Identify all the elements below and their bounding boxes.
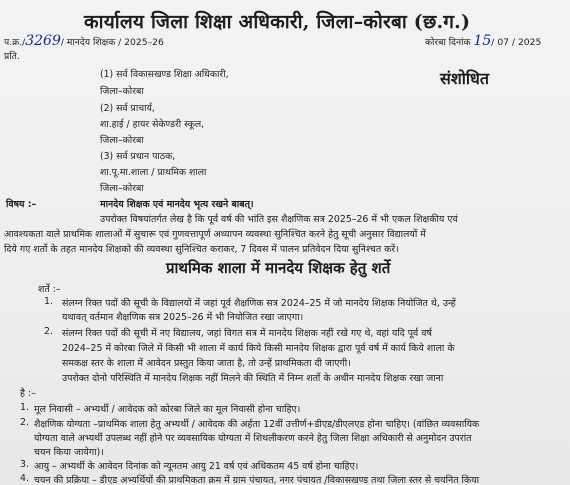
condition-line: संलग्न रिक्त पदों की सूची में नए विद्यालय, जहां विगत सत्र में मानदेय शिक्षक नहीं रखे गए थे, वहां यदि पूर्व वर्ष — [62, 328, 432, 339]
date-day-handwritten: 15 — [473, 33, 492, 49]
date-rest: / 07 / 2025 — [491, 37, 542, 48]
ref-number-handwritten: 3269 — [25, 33, 61, 49]
conditions-label: शर्ते :– — [38, 284, 61, 295]
condition-tail-continuation: है :– — [20, 388, 36, 399]
condition-line: यथावत् वर्तमान शैक्षणिक सत्र 2025–26 में भी नियोजित रखा जाएगा। — [62, 312, 304, 323]
addressee-line: (2) सर्व प्राचार्य, — [100, 103, 155, 114]
section-heading: प्राथमिक शाला में मानदेय शिक्षक हेतु शर्ते — [166, 259, 391, 277]
addressee-line: जिला–कोरबा — [100, 135, 144, 146]
revised-stamp: संशोधित — [440, 69, 489, 88]
office-title: कार्यालय जिला शिक्षा अधिकारी, जिला–कोरबा (छ.ग.) — [84, 11, 471, 33]
ref-suffix: / मानदेय शिक्षक / 2025–26 — [60, 37, 164, 48]
intro-line: उपरोक्त विषयांतर्गत लेख है कि पूर्व वर्ष की भांति इस शैक्षणिक सत्र 2025–26 में भी एकल शिक्षकीय एवं — [100, 214, 458, 225]
subject-text: मानदेय शिक्षक एवं मानदेय भृत्य रखने बाबत्। — [100, 199, 254, 210]
intro-line: दिये गए शर्तो के तहत मानदेय शिक्षको की व्यवस्था सुनिश्चित कराकर, 7 दिवस में पालन प्रतिवेदन दिया सुनिश्चत करें। — [4, 244, 399, 255]
reference-number-line — [4, 33, 164, 49]
rule-line: शैक्षणिक योग्यता –प्राथमिक शाला हेतु अभ्यर्थी / आवेदक की अर्हता 12वीं उत्तीर्ण+डीएड/डीएलएड होना चाहिए। (वांछित व्यवसायिक — [34, 419, 480, 430]
condition-tail: उपरोक्त दोनो परिस्थिति में मानदेय शिक्षक नहीं मिलने की स्थिति में निम्न शर्तो के अधीन मानदेय शिक्षक रखा जाना — [62, 373, 444, 384]
intro-line: आवश्यकता वाले प्राथमिक शालाओं में सुचारू एवं गुणवत्तापूर्ण अध्यापन व्यवस्था सुनिश्चित करने हेतु सूची अनुसार विद्यालयों में — [4, 229, 426, 240]
rule-line: आयु – अभ्यर्थी के आवेदन दिनांक को न्यूनतम आयु 21 वर्ष एवं अधिकतम 45 वर्ष होना चाहिए। — [34, 461, 359, 472]
condition-line: 2024–25 में कोरबा जिले में किसी भी शाला में कार्य किये किसी मानदेय शिक्षक द्वारा पूर्व वर्ष में कार्य किये शाला के — [62, 343, 455, 354]
ref-prefix: प.क्र./ — [4, 37, 26, 48]
rule-number: 3. — [20, 459, 29, 470]
addressee-line: (1) सर्व विकासखण्ड शिक्षा अधिकारी, — [100, 69, 229, 80]
rule-line: मूल निवासी – अभ्यर्थी / आवेदक को कोरबा जिले का मूल निवासी होना चाहिए। — [34, 404, 301, 415]
subject-label: विषय :– — [6, 199, 37, 210]
condition-number: 1. — [44, 296, 53, 307]
condition-number: 2. — [44, 326, 53, 337]
prati-label: प्रति. — [4, 51, 20, 62]
addressee-line: शा.पू.मा.शाला / प्राथमिक शाला — [100, 167, 207, 178]
addressee-line: जिला–कोरबा — [100, 183, 144, 194]
rule-line: चयन किया जायेगा)। — [34, 447, 104, 458]
rule-line: योग्यता वाले अभ्यर्थी उपलब्ध नहीं होने पर व्यवसायिक योग्यता में शिथलीकरण करने हेतु जिला शिक्षा अधिकारी से अनुमोदन उपरांत — [34, 433, 472, 444]
addressee-line: शा.हाई / हायर सेकेण्डरी स्कूल, — [100, 119, 205, 130]
condition-line: समकक्ष स्तर के शाला में आवेदन प्रस्तुत किया जाता है, तो उन्हें प्राथमिकता दी जाएगी। — [62, 358, 351, 369]
date-line — [425, 33, 541, 49]
rule-line: चयन की प्रक्रिया – डीएड अभ्यर्थियों की प्राथमिकता क्रम में ग्राम पंचायत, नगर पंचायत /विकासखण्ड तथा जिला स्तर से चयनित किया — [34, 475, 480, 485]
rule-number: 1. — [20, 402, 29, 413]
condition-line: संलग्न रिक्त पदों की सूची के विद्यालयों में जहां पूर्व शैक्षणिक सत्र 2024–25 में जो मानदेय शिक्षक नियोजित थे, उन्हें — [62, 298, 456, 309]
date-label: कोरबा दिनांक — [425, 37, 471, 48]
rule-number: 4. — [20, 473, 29, 484]
addressee-line: (3) सर्व प्रधान पाठक, — [100, 151, 176, 162]
rule-number: 2. — [20, 417, 29, 428]
addressee-line: जिला–कोरबा — [100, 86, 144, 97]
